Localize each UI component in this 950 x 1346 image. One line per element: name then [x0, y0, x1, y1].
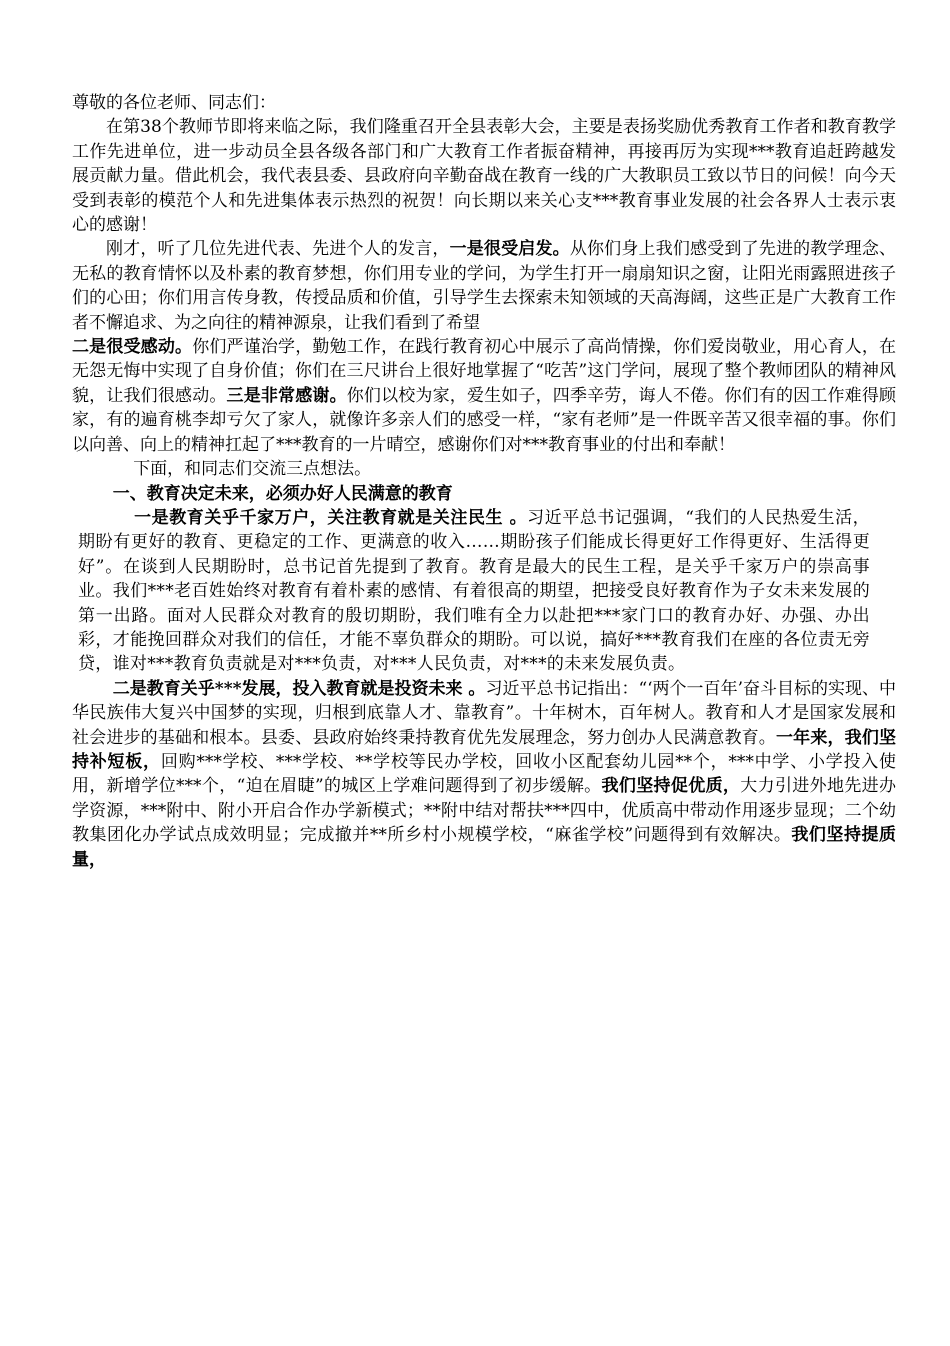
text-run: 回购***学校、***学校、**学校等民办学校，回收小区配套幼儿园**个，***中学、小学投入使用，新增学位***个，“迫在眉睫”的城区上学难问题得到了初步缓解。 — [72, 751, 897, 797]
bold-phrase-second: 二是很受感动。 — [72, 337, 193, 358]
text-run: 从你们身上我们感受到了先进的教学理念、无私的教育情怀以及朴素的教育梦想，你们用专业的学问，为学生打开一扇扇知识之窗，让阳光雨露照进孩子们的心田；你们用言传身教，传授品质和价值，引导学生去探索未知领域的天高海阔，这些正是广大教育工作者不懈追求、为之向往的精神源泉，让我们看到了希望 — [72, 239, 897, 333]
bold-phrase-quality: 我们坚持促优质， — [601, 776, 741, 797]
text-run: 刚才，听了几位先进代表、先进个人的发言， — [106, 239, 450, 260]
paragraph-livelihood — [72, 506, 870, 677]
document-body — [72, 91, 896, 872]
paragraph-development — [72, 677, 896, 872]
paragraph-opening: 在第38个教师节即将来临之际，我们隆重召开全县表彰大会，主要是表扬奖励优秀教育工作者和教育教学工作先进单位，进一步动员全县各级各部门和广大教育工作者振奋精神，再接再厉为实现***教育追赶跨越发展贡献力量。借此机会，我代表县委、县政府向辛勤奋战在教育一线的广大教职员工致以节日的问候！向今天受到表彰的模范个人和先进集体表示热烈的祝贺！向长期以来关心支***教育事业发展的社会各界人士表示衷心的感谢！ — [72, 117, 896, 236]
salutation: 尊敬的各位老师、同志们： — [72, 93, 276, 113]
bold-phrase-third: 三是非常感谢。 — [226, 385, 347, 406]
paragraph-inspiration — [72, 237, 896, 457]
text-run: 大力引进外地先进办学资源，***附中、附小开启合作办学新模式；**附中结对帮扶***四中，优质高中带动作用逐步显现；二个幼教集团化办学试点成效明显；完成撤并**所乡村小规模学校，“麻雀学校”问题得到有效解决。 — [72, 776, 897, 846]
paragraph-transition: 下面，和同志们交流三点想法。 — [133, 459, 372, 480]
text-run: 你们严谨治学，勤勉工作，在践行教育初心中展示了高尚情操，你们爱岗敬业，用心育人，在无怨无悔中实现了自身价值；你们在三尺讲台上很好地掌握了“吃苦”这门学问，展现了整个教师团队的精神风貌，让我们很感动。 — [72, 337, 897, 406]
bold-lead-livelihood: 一是教育关乎千家万户，关注教育就是关注民生 。 — [134, 507, 528, 528]
text-run: 习近平总书记强调，“我们的人民热爱生活，期盼有更好的教育、更稳定的工作、更满意的收入……期盼孩子们能成长得更好工作得更好、生活得更好”。在谈到人民期盼时，总书记首先提到了教育。教育是最大的民生工程，是关乎千家万户的崇高事业。我们***老百姓始终对教育有着朴素的感情、有着很高的期望，把接受良好教育作为子女未来发展的第一出路。面对人民群众对教育的殷切期盼，我们唯有全力以赴把***家门口的教育办好、办强、办出彩，才能挽回群众对我们的信任，才能不辜负群众的期盼。可以说，搞好***教育我们在座的各位责无旁贷，谁对***教育负责就是对***负责，对***人民负责，对***的未来发展负责。 — [78, 507, 870, 675]
text-run: 你们以校为家，爱生如子，四季辛劳，诲人不倦。你们有的因工作难得顾家，有的遍育桃李却亏欠了家人，就像许多亲人们的感受一样，“家有老师”是一件既辛苦又很幸福的事。你们以向善、向上的精神扛起了***教育的一片晴空，感谢你们对***教育事业的付出和奉献！ — [72, 385, 897, 455]
text-run: 习近平总书记指出：“‘两个一百年’奋斗目标的实现、中华民族伟大复兴中国梦的实现，归根到底靠人才、靠教育”。十年树木，百年树人。教育和人才是国家发展和社会进步的基础和根本。县委、县政府始终秉持教育优先发展理念，努力创办人民满意教育。 — [72, 678, 896, 748]
bold-phrase-shortboard: 一年来，我们坚持补短板， — [72, 727, 897, 772]
bold-phrase-first: 一是很受启发。 — [449, 239, 570, 260]
bold-phrase-improve: 我们坚持提质量， — [72, 825, 896, 870]
bold-lead-development: 二是教育关乎***发展，投入教育就是投资未来 。 — [112, 678, 486, 699]
section-heading-1: 一、教育决定未来，必须办好人民满意的教育 — [112, 483, 453, 504]
